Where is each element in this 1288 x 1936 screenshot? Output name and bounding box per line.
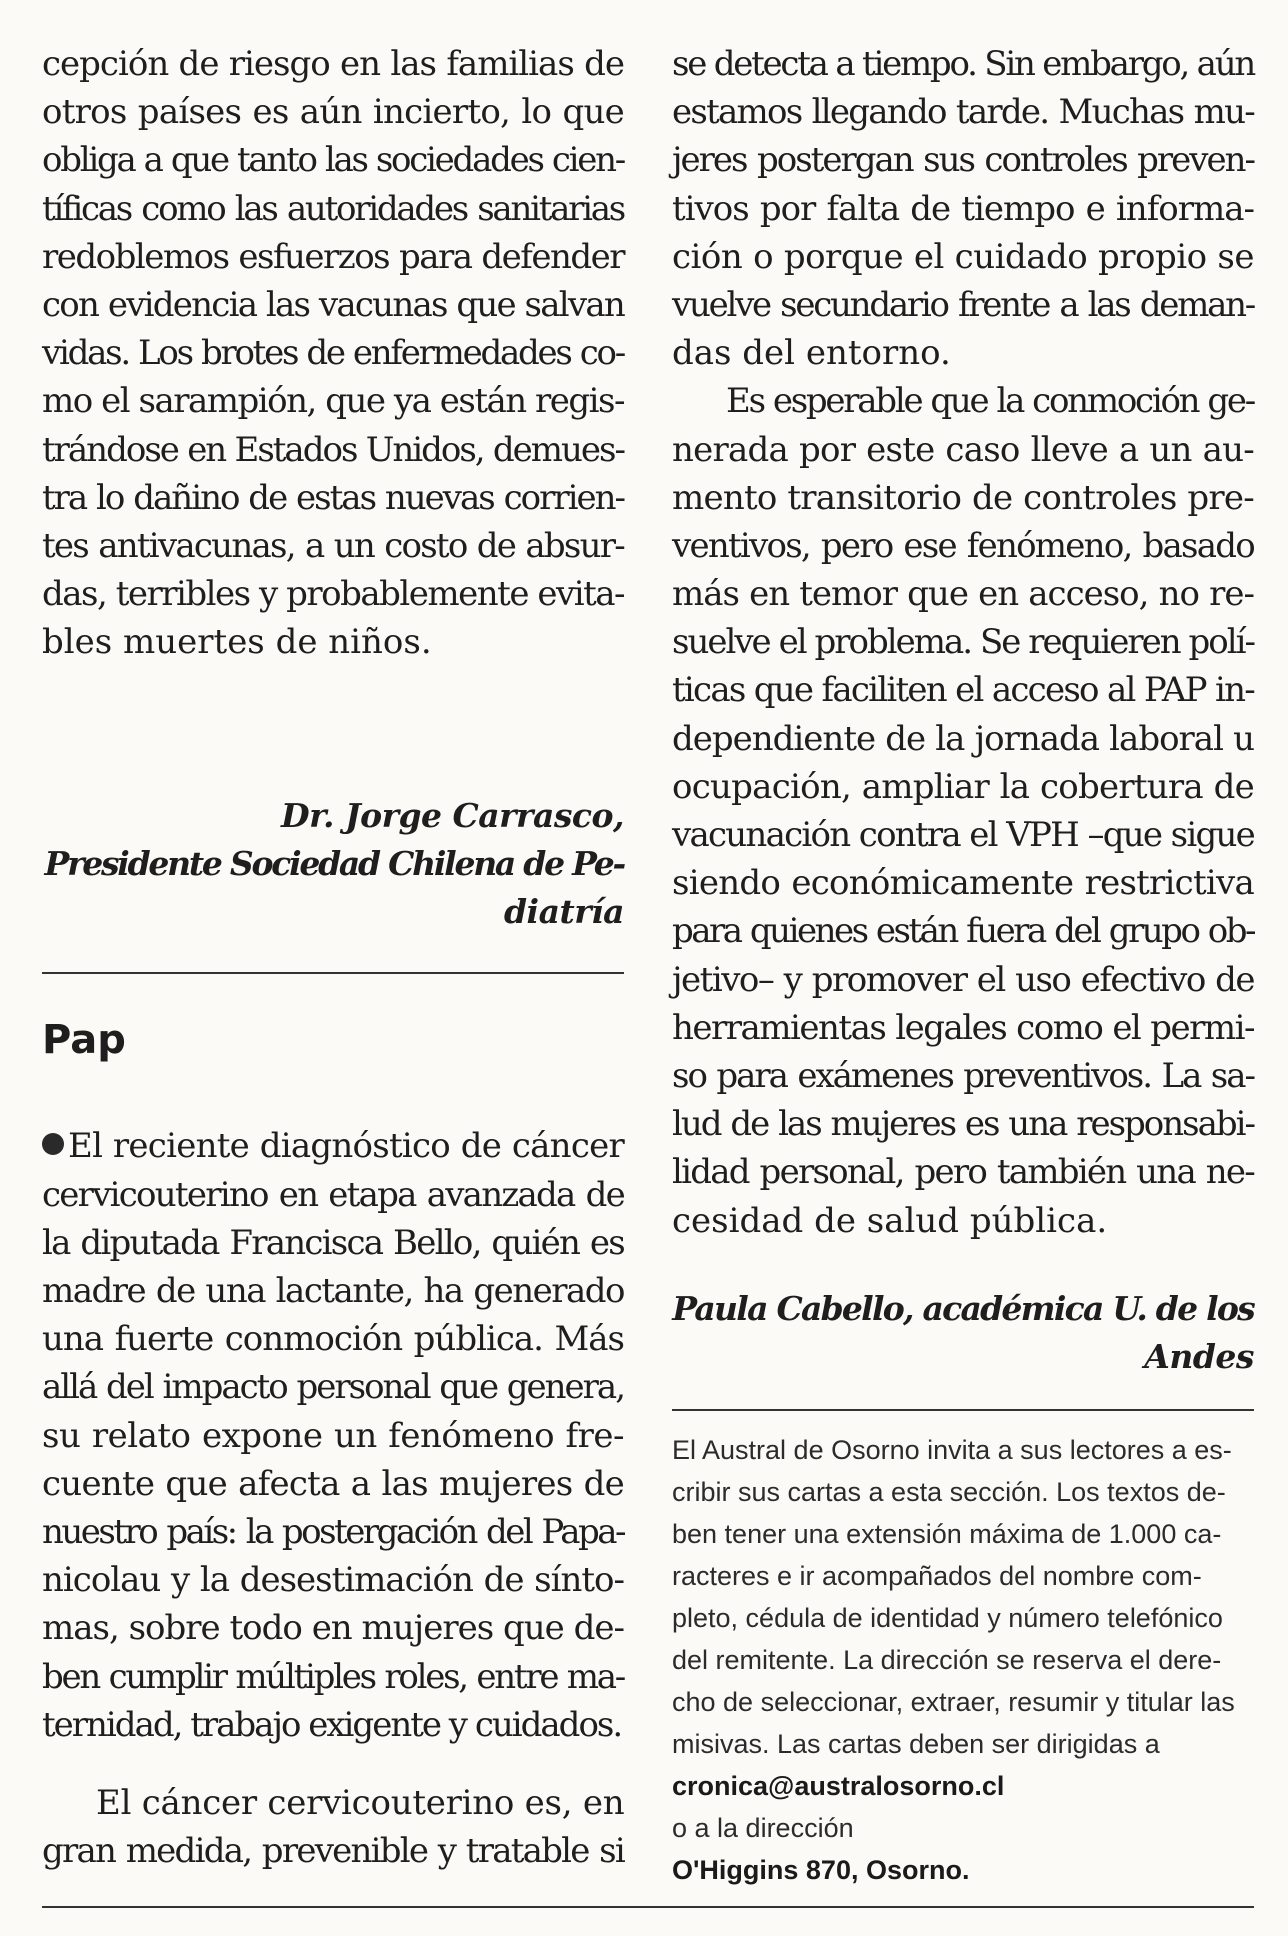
note-line: cribir sus cartas a esta sección. Los textos de- [672,1476,1226,1507]
text-line: vidas. Los brotes de enfermedades co- [42,333,624,374]
text-line: dependiente de la jornada laboral u [672,718,1254,759]
text-line: Es esperable que la conmoción ge- [726,381,1254,422]
signature-line: Andes [1144,1336,1254,1376]
text-line: siendo económicamente restrictiva [672,863,1254,904]
text-line: la diputada Francisca Bello, quién es [42,1222,624,1263]
left-column [42,40,624,1875]
text-line: para quienes están fuera del grupo ob- [672,911,1254,952]
text-line: herramientas legales como el permi- [672,1007,1254,1048]
text-line: nicolau y la desestimación de sínto- [42,1560,624,1601]
text-line: bles muertes de niños. [42,622,432,663]
address-intro: o a la dirección [672,1812,854,1843]
text-line: nerada por este caso lleve a un au- [672,429,1254,470]
text-line: madre de una lactante, ha generado [42,1271,624,1311]
text-line: obliga a que tanto las sociedades cien- [42,140,624,181]
note-line: El Austral de Osorno invita a sus lectores a es- [672,1434,1232,1465]
letter2-paragraph-3 [672,377,1254,1244]
text-line: más en temor que en acceso, no re- [672,574,1254,615]
bullet-icon [42,1133,64,1155]
text-line: ternidad, trabajo exigente y cuidados. [42,1704,622,1745]
text-line: El cáncer cervicouterino es, en [96,1782,625,1823]
text-line: gran medida, prevenible y tratable si [42,1831,624,1872]
text-line: vacunación contra el VPH –que sigue [672,815,1254,855]
text-line: una fuerte conmoción pública. Más [42,1319,624,1360]
text-line: mo el sarampión, que ya están regis- [42,381,624,422]
text-line: tivos por falta de tiempo e informa- [672,188,1254,229]
text-line: trándose en Estados Unidos, demues- [42,429,624,470]
note-line: cho de seleccionar, extraer, resumir y titular las [672,1686,1235,1717]
text-line: tíficas como las autoridades sanitarias [42,188,624,229]
text-line: tra lo dañino de estas nuevas corrien- [42,477,624,518]
signature-line: Dr. Jorge Carrasco, [281,796,624,836]
text-line: cepción de riesgo en las familias de [42,44,624,84]
text-line: ticas que faciliten el acceso al PAP in- [672,670,1254,711]
text-line: estamos llegando tarde. Muchas mu- [672,92,1254,133]
spacer [42,666,624,792]
text-line: suelve el problema. Se requieren polí- [672,622,1254,663]
text-line: redoblemos esfuerzos para defender [42,236,624,277]
text-line: jetivo– y promover el uso efectivo de [672,959,1254,1000]
text-line: cuente que afecta a las mujeres de [42,1463,624,1504]
letter2-title: Pap [42,1017,126,1064]
signature-line: Presidente Sociedad Chilena de Pe- [44,844,624,884]
note-line: racteres e ir acompañados del nombre com- [672,1560,1202,1591]
text-line: su relato expone un fenómeno fre- [42,1415,624,1456]
text-line: das, terribles y probablemente evita- [42,574,624,615]
text-line: so para exámenes preventivos. La sa- [672,1055,1254,1096]
text-line: El reciente diagnóstico de cáncer [42,1122,624,1170]
text-line: mento transitorio de controles pre- [672,477,1254,518]
text-line: tes antivacunas, a un costo de absur- [42,525,624,566]
note-line: del remitente. La dirección se reserva el dere- [672,1644,1222,1675]
text-line: cesidad de salud pública. [672,1200,1108,1241]
text-line: ocupación, ampliar la cobertura de [672,766,1254,807]
signature-line: diatría [503,892,624,932]
text-line: jeres postergan sus controles preven- [672,140,1254,181]
text-line: lud de las mujeres es una responsabi- [672,1104,1254,1145]
text-line: otros países es aún incierto, lo que [42,92,624,133]
editor-note [672,1429,1254,1891]
note-line: ben tener una extensión máxima de 1.000 ca- [672,1518,1222,1549]
text-line: con evidencia las vacunas que salvan [42,284,624,325]
text-line: ben cumplir múltiples roles, entre ma- [42,1656,624,1697]
note-line: misivas. Las cartas deben ser dirigidas a [672,1728,1160,1759]
letter2-paragraph-2 [42,1779,624,1875]
postal-address: O'Higgins 870, Osorno. [672,1854,970,1885]
signature-line: Paula Cabello, académica U. de los [672,1288,1254,1328]
letter1-body [42,40,624,666]
text-line: nuestro país: la postergación del Papa- [42,1511,624,1552]
letter1-signature [42,792,624,936]
right-column [672,40,1254,1891]
note-line: pleto, cédula de identidad y número telefónico [672,1602,1223,1633]
text-line: cervicouterino en etapa avanzada de [42,1174,624,1215]
text-line: ventivos, pero ese fenómeno, basado [672,525,1254,566]
text-line: allá del impacto personal que genera, [42,1367,624,1408]
text-line: ción o porque el cuidado propio se [672,236,1254,277]
text-line: das del entorno. [672,333,951,374]
text-line: mas, sobre todo en mujeres que de- [42,1608,624,1649]
contact-email[interactable]: cronica@australosorno.cl [672,1770,1005,1801]
page-bottom-rule [42,1906,1254,1908]
letter2-paragraph-2-continued [672,40,1254,377]
letter2-signature [672,1285,1254,1381]
letter2-paragraph-1 [42,1122,624,1748]
text-line: se detecta a tiempo. Sin embargo, aún [672,44,1254,84]
text-line: lidad personal, pero también una ne- [672,1152,1254,1193]
text-line: vuelve secundario frente a las deman- [672,284,1254,325]
